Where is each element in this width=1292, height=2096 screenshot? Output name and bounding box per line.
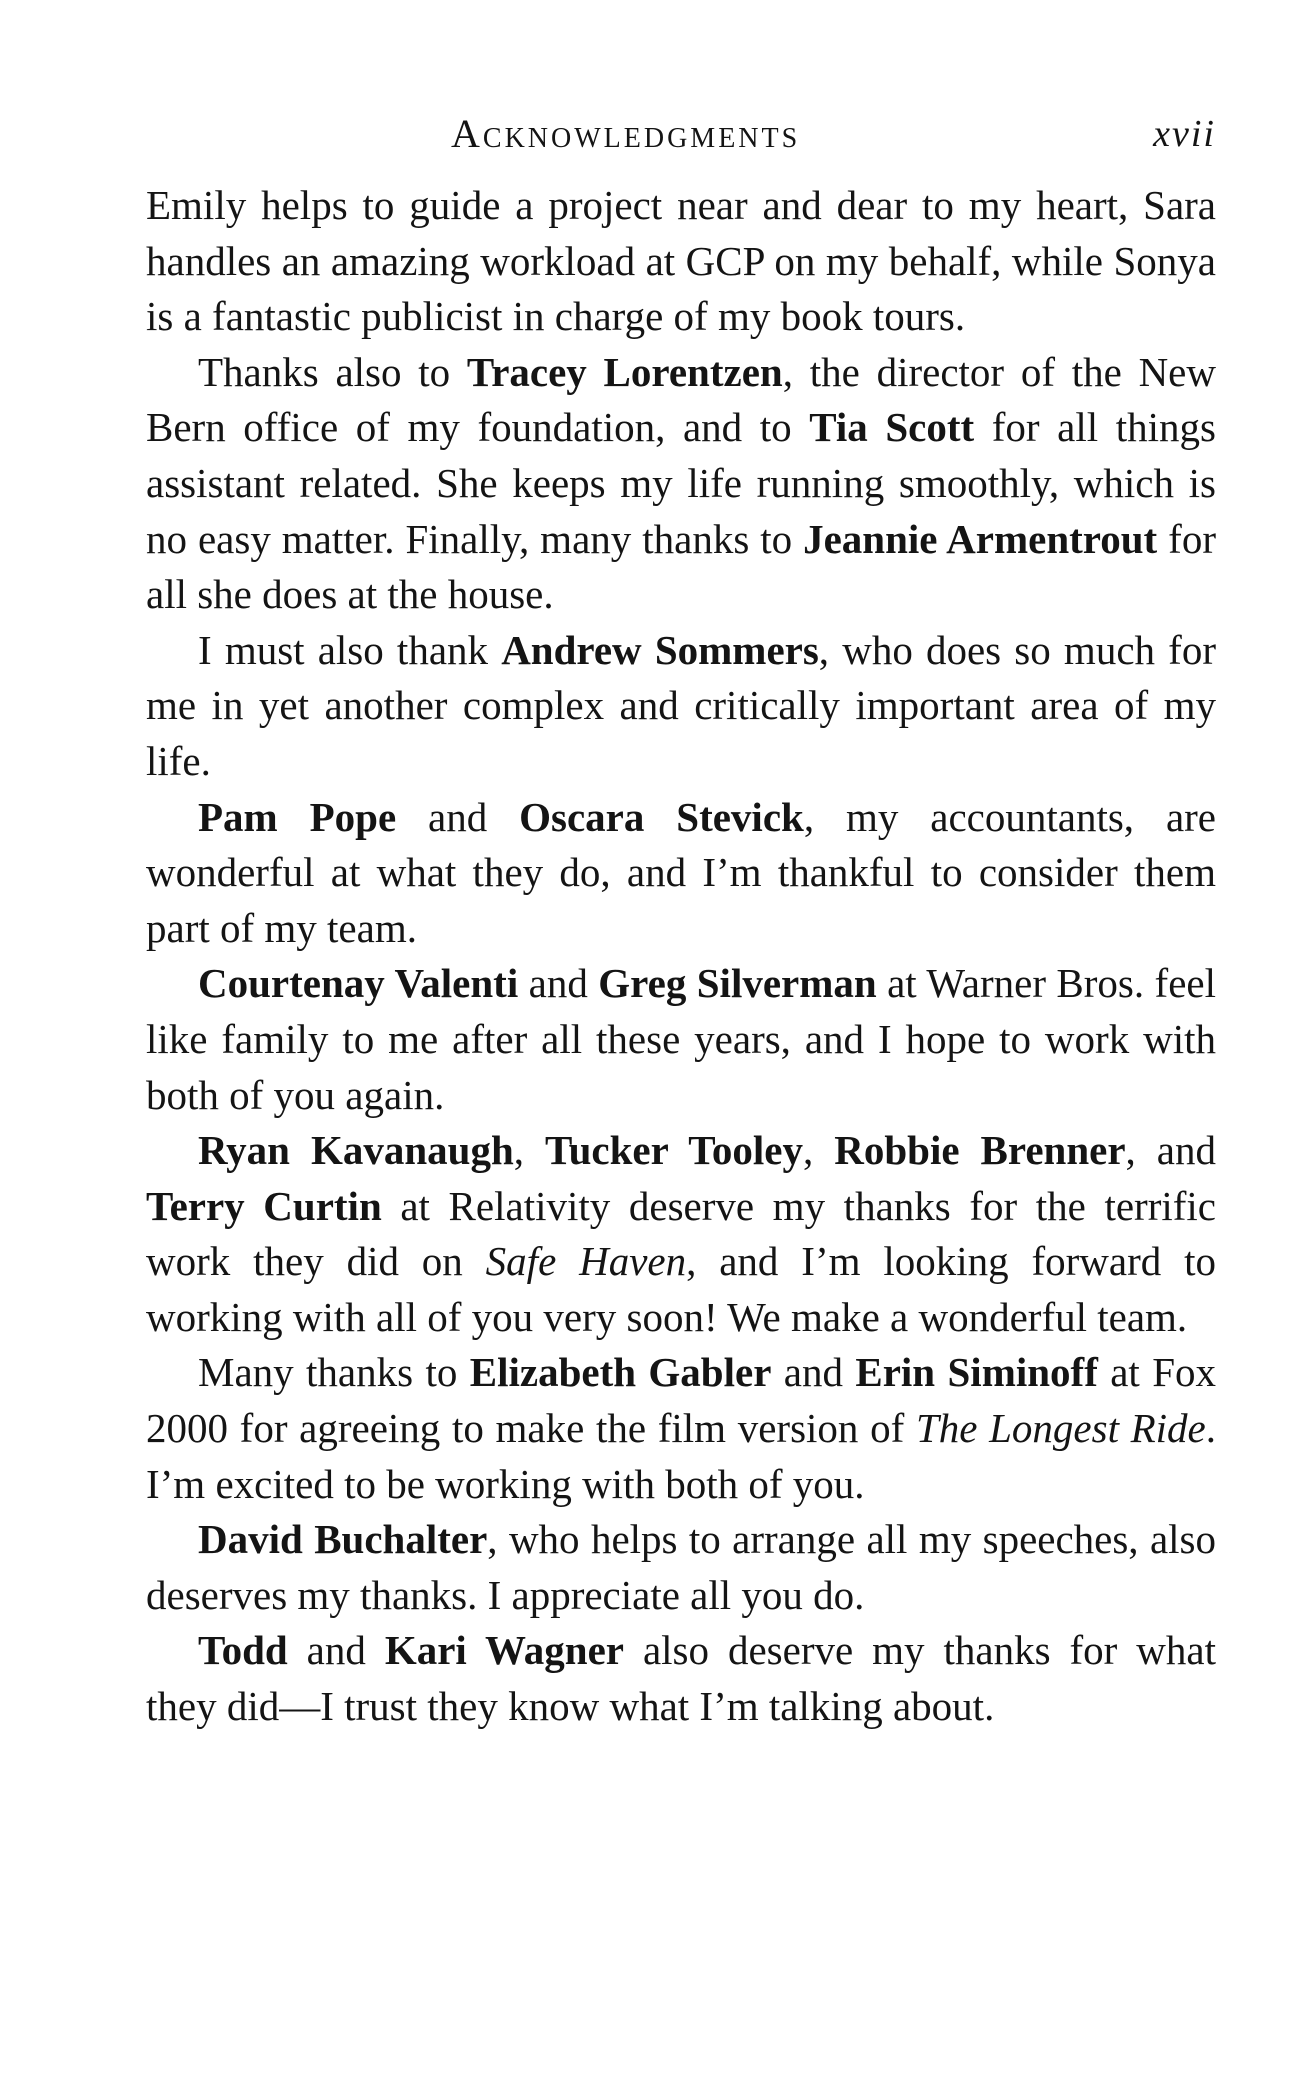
text-run: , and I’m looking forward to working with all of you very soon! We make a wonderful team. <box>146 1238 1216 1340</box>
text-run: for all things assistant related. She keeps my life running smoothly, which is no easy matter. Finally, many thanks to <box>146 404 1216 562</box>
paragraph <box>146 790 1216 957</box>
bold-name: Todd <box>198 1627 288 1674</box>
running-head: Acknowledgments <box>451 111 801 156</box>
text-run: at Warner Bros. feel like family to me after all these years, and I hope to work with both of you again. <box>146 960 1216 1118</box>
text-run: , who helps to arrange all my speeches, also deserves my thanks. I appreciate all you do. <box>146 1516 1216 1618</box>
text-run: , <box>513 1127 546 1174</box>
text-run: and <box>287 1627 385 1674</box>
bold-name: Tia Scott <box>809 404 975 451</box>
bold-name: Ryan Kavanaugh <box>198 1127 514 1174</box>
text-run: and <box>771 1349 856 1396</box>
text-run: Thanks also to <box>198 348 467 395</box>
paragraph <box>146 345 1216 623</box>
bold-name: Andrew Sommers <box>501 626 819 673</box>
body-text <box>146 178 1216 1735</box>
text-run: at Fox 2000 for agreeing to make the film version of <box>146 1349 1216 1452</box>
bold-name: Elizabeth Gabler <box>469 1349 772 1396</box>
italic-title: The Longest Ride <box>915 1405 1206 1452</box>
paragraph <box>146 956 1216 1123</box>
text-run: , <box>802 1127 835 1174</box>
page-number: xvii <box>1153 113 1216 155</box>
text-run: Many thanks to <box>198 1349 470 1396</box>
text-run: , who does so much for me in yet another complex and critically important area of my life. <box>146 626 1216 784</box>
book-page <box>146 110 1216 1735</box>
paragraph <box>146 178 1216 345</box>
italic-title: Safe Haven <box>485 1238 687 1285</box>
bold-name: Jeannie Armentrout <box>803 515 1158 562</box>
bold-name: David Buchalter <box>198 1516 488 1563</box>
text-run: and <box>518 960 599 1007</box>
paragraph <box>146 1623 1216 1734</box>
bold-name: Kari Wagner <box>384 1627 624 1674</box>
bold-name: Greg Silverman <box>598 960 877 1007</box>
paragraph <box>146 1512 1216 1623</box>
paragraph <box>146 1345 1216 1512</box>
bold-name: Courtenay Valenti <box>198 960 519 1007</box>
paragraph <box>146 623 1216 790</box>
text-run: at Relativity deserve my thanks for the terrific work they did on <box>146 1182 1216 1285</box>
bold-name: Pam Pope <box>198 793 397 840</box>
bold-name: Erin Siminoff <box>855 1349 1098 1396</box>
text-run: , my accountants, are wonderful at what they do, and I’m thankful to consider them part of my team. <box>146 793 1216 951</box>
text-run: , and <box>1125 1127 1216 1174</box>
text-run: also deserve my thanks for what they did—I trust they know what I’m talking about. <box>146 1627 1216 1730</box>
bold-name: Tracey Lorentzen <box>466 348 783 395</box>
bold-name: Tucker Tooley <box>545 1127 803 1174</box>
text-run: , the director of the New Bern office of my foundation, and to <box>146 348 1216 451</box>
paragraph <box>146 1123 1216 1345</box>
text-run: and <box>396 793 520 840</box>
bold-name: Oscara Stevick <box>519 793 804 840</box>
text-run: I must also thank <box>198 626 502 673</box>
text-run: for all she does at the house. <box>146 515 1216 618</box>
page-header <box>146 110 1216 176</box>
text-run: . I’m excited to be working with both of you. <box>146 1405 1217 1507</box>
bold-name: Terry Curtin <box>146 1182 382 1229</box>
bold-name: Robbie Brenner <box>834 1127 1126 1174</box>
text-run: Emily helps to guide a project near and dear to my heart, Sara handles an amazing workload at GCP on my behalf, while Sonya is a fantastic publicist in charge of my book tours. <box>146 182 1216 340</box>
